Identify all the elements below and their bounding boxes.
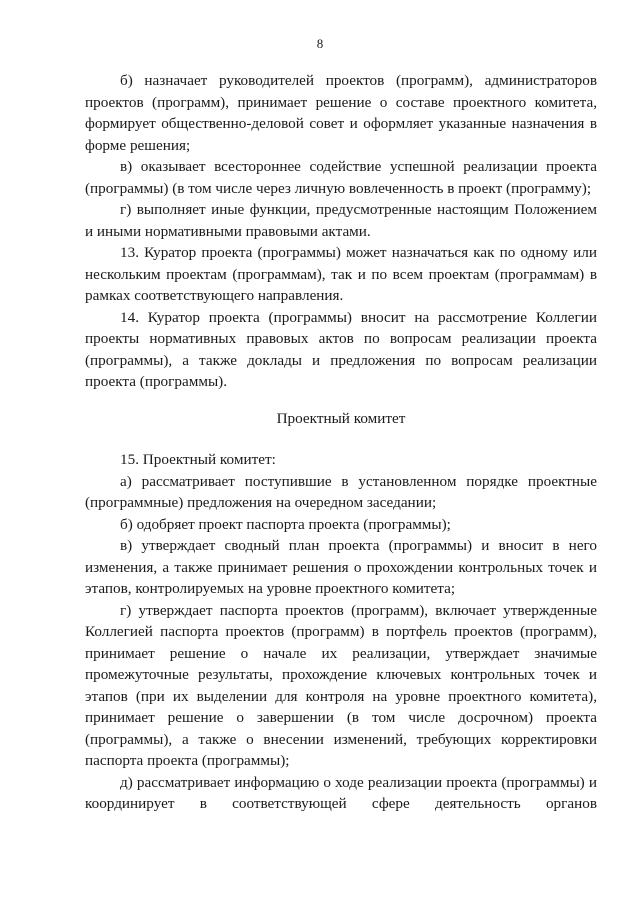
- document-body: [85, 70, 597, 815]
- paragraph: в) утверждает сводный план проекта (программы) и вносит в него изменения, а также принимает решения о прохождении контрольных точек и этапов, контролируемых на уровне проектного комитета;: [85, 537, 597, 597]
- paragraph: д) рассматривает информацию о ходе реализации проекта (программы) и координирует в соответствующей сфере деятельность органов: [85, 773, 597, 812]
- paragraph: 15. Проектный комитет:: [120, 451, 276, 468]
- section-heading: Проектный комитет: [276, 409, 406, 427]
- paragraph: 14. Куратор проекта (программы) вносит на рассмотрение Коллегии проекты нормативных правовых актов по вопросам реализации проекта (программы), а также доклады и предложения по вопросам реализации проекта (программы).: [85, 308, 597, 390]
- paragraph: г) утверждает паспорта проектов (программ), включает утвержденные Коллегией паспорта проектов (программ) в портфель проектов (программ), принимает решение о начале их реализации, утверждает значимые промежуточные результаты, прохождение ключевых контрольных точек и этапов (при их выделении для контроля на уровне проектного комитета), принимает решение о завершении (в том числе досрочном) проекта (программы), а также о внесении изменений, требующих корректировки паспорта проекта (программы);: [85, 601, 597, 769]
- paragraph: 13. Куратор проекта (программы) может назначаться как по одному или нескольким проектам (программам), так и по всем проектам (программам) в рамках соответствующего направления.: [85, 244, 597, 304]
- page-number: 8: [316, 36, 324, 51]
- paragraph: г) выполняет иные функции, предусмотренные настоящим Положением и иными нормативными правовыми актами.: [85, 201, 597, 240]
- paragraph: б) одобряет проект паспорта проекта (программы);: [120, 515, 451, 533]
- paragraph: б) назначает руководителей проектов (программ), администраторов проектов (программ), принимает решение о составе проектного комитета, формирует общественно-деловой совет и оформляет указанные назначения в форме решения;: [85, 72, 597, 154]
- paragraph: а) рассматривает поступившие в установленном порядке проектные (программные) предложения на очередном заседании;: [85, 472, 597, 511]
- paragraph: в) оказывает всестороннее содействие успешной реализации проекта (программы) (в том числе через личную вовлеченность в проект (программу);: [85, 158, 597, 197]
